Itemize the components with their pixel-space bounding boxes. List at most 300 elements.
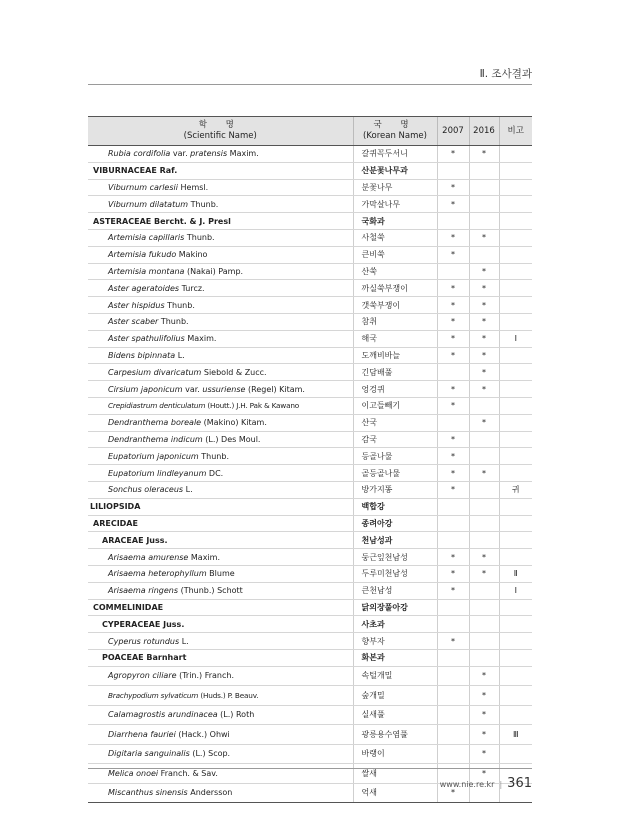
taxon-authority: (Thunb.) Schott	[178, 586, 243, 596]
scientific-name-cell	[88, 146, 353, 163]
scientific-name-cell	[88, 705, 353, 725]
taxon-epithet: Cirsium japonicum	[108, 384, 183, 394]
korean-name-cell: 큰비쑥	[353, 246, 437, 263]
record-2007-cell	[437, 725, 469, 745]
header-divider	[88, 84, 532, 85]
taxon-authority: var.	[182, 384, 203, 394]
note-cell	[499, 229, 532, 246]
scientific-name-cell	[88, 196, 353, 213]
note-cell	[499, 465, 532, 482]
taxon-epithet: Crepidiastrum denticulatum	[108, 401, 206, 411]
record-2007-cell	[437, 744, 469, 764]
taxon-authority: Thunb.	[198, 451, 229, 461]
scientific-name-cell	[88, 448, 353, 465]
record-2007-cell: *	[437, 465, 469, 482]
taxon-epithet: Aster spathulifolius	[108, 334, 185, 344]
scientific-name-cell	[88, 381, 353, 398]
korean-name-cell: 실새풀	[353, 705, 437, 725]
korean-name-cell: 방가지똥	[353, 481, 437, 498]
note-cell	[499, 179, 532, 196]
taxon-authority: Blume	[206, 569, 235, 579]
record-2016-cell: *	[469, 263, 499, 280]
header-2016: 2016	[469, 117, 499, 146]
korean-name-cell: 긴담배풀	[353, 364, 437, 381]
species-table	[88, 116, 532, 803]
taxon-group-row	[88, 213, 532, 230]
record-2016-cell: *	[469, 686, 499, 706]
record-2016-cell	[469, 162, 499, 179]
note-cell	[499, 498, 532, 515]
taxon-authority: (Makino) Kitam.	[201, 418, 267, 428]
taxon-epithet: Artemisia fukudo	[108, 250, 177, 260]
note-cell	[499, 532, 532, 549]
record-2007-cell: *	[437, 347, 469, 364]
taxon-epithet: Eupatorium lindleyanum	[108, 468, 207, 478]
species-row	[88, 397, 532, 414]
korean-name-cell: 천남성과	[353, 532, 437, 549]
record-2007-cell	[437, 364, 469, 381]
species-row	[88, 313, 532, 330]
taxon-epithet: Bidens bipinnata	[108, 350, 176, 360]
note-cell	[499, 162, 532, 179]
record-2007-cell: *	[437, 549, 469, 566]
scientific-name-cell	[88, 280, 353, 297]
taxon-authority: (Nakai) Pamp.	[184, 266, 244, 276]
record-2007-cell	[437, 263, 469, 280]
species-row	[88, 448, 532, 465]
taxon-authority: L.	[175, 350, 185, 360]
scientific-name-cell	[88, 498, 353, 515]
taxon-epithet: Artemisia capillaris	[108, 233, 185, 243]
footer-site: www.nie.re.kr	[439, 780, 495, 789]
scientific-name-cell	[88, 686, 353, 706]
record-2007-cell: *	[437, 146, 469, 163]
species-row	[88, 381, 532, 398]
korean-name-cell: 분꽃나무	[353, 179, 437, 196]
record-2016-cell: *	[469, 364, 499, 381]
note-cell	[499, 347, 532, 364]
record-2016-cell	[469, 599, 499, 616]
scientific-name-cell	[88, 364, 353, 381]
taxon-epithet: Melica onoei	[108, 768, 159, 778]
species-row	[88, 297, 532, 314]
note-cell	[499, 686, 532, 706]
taxon-authority: L.	[179, 636, 189, 646]
record-2007-cell	[437, 515, 469, 532]
record-2007-cell	[437, 705, 469, 725]
korean-name-cell: 이고들빼기	[353, 397, 437, 414]
note-cell	[499, 744, 532, 764]
record-2007-cell	[437, 213, 469, 230]
scientific-name-cell	[88, 465, 353, 482]
note-cell	[499, 549, 532, 566]
record-2016-cell: *	[469, 313, 499, 330]
taxon-authority: CYPERACEAE Juss.	[102, 619, 185, 629]
taxon-authority: COMMELINIDAE	[93, 602, 164, 612]
scientific-name-cell	[88, 565, 353, 582]
korean-name-cell: 골등골나물	[353, 465, 437, 482]
taxon-authority: (L.) Roth	[217, 710, 255, 720]
scientific-name-cell	[88, 582, 353, 599]
species-row	[88, 744, 532, 764]
taxon-authority: (Trin.) Franch.	[176, 671, 234, 681]
record-2016-cell: *	[469, 764, 499, 784]
note-cell: Ⅲ	[499, 725, 532, 745]
korean-name-cell: 억새	[353, 783, 437, 803]
taxon-group-row	[88, 616, 532, 633]
scientific-name-cell	[88, 397, 353, 414]
taxon-authority: Maxim.	[184, 334, 217, 344]
korean-name-cell: 산분꽃나무과	[353, 162, 437, 179]
korean-name-cell: 해국	[353, 330, 437, 347]
korean-name-cell: 갯쑥부쟁이	[353, 297, 437, 314]
note-cell	[499, 448, 532, 465]
taxon-authority: ASTERACEAE Bercht. & J. Presl	[93, 216, 231, 226]
taxon-authority: L.	[183, 485, 193, 495]
scientific-name-cell	[88, 330, 353, 347]
scientific-name-cell	[88, 599, 353, 616]
scientific-name-cell	[88, 213, 353, 230]
header-korean-name-en: (Korean Name)	[363, 131, 427, 141]
taxon-epithet: Miscanthus sinensis	[108, 788, 188, 798]
note-cell	[499, 599, 532, 616]
taxon-authority: Thunb.	[188, 199, 219, 209]
scientific-name-cell	[88, 515, 353, 532]
note-cell	[499, 649, 532, 666]
taxon-epithet: Dendranthema indicum	[108, 434, 203, 444]
note-cell	[499, 633, 532, 650]
korean-name-cell: 둥근잎천남성	[353, 549, 437, 566]
record-2016-cell: *	[469, 381, 499, 398]
taxon-authority: var.	[170, 149, 191, 159]
species-row	[88, 431, 532, 448]
record-2016-cell: *	[469, 705, 499, 725]
scientific-name-cell	[88, 481, 353, 498]
scientific-name-cell	[88, 649, 353, 666]
korean-name-cell: 도깨비바늘	[353, 347, 437, 364]
korean-name-cell: 감국	[353, 431, 437, 448]
record-2016-cell	[469, 649, 499, 666]
taxon-epithet: Viburnum dilatatum	[108, 199, 189, 209]
record-2007-cell: *	[437, 246, 469, 263]
taxon-group-row	[88, 498, 532, 515]
record-2007-cell	[437, 498, 469, 515]
record-2007-cell	[437, 599, 469, 616]
korean-name-cell: 쌀새	[353, 764, 437, 784]
scientific-name-cell	[88, 229, 353, 246]
page-footer	[440, 776, 532, 791]
taxon-epithet: Arisaema heterophyllum	[108, 569, 207, 579]
taxon-authority: Thunb.	[184, 233, 215, 243]
scientific-name-cell	[88, 179, 353, 196]
scientific-name-cell	[88, 347, 353, 364]
taxon-authority: Thunb.	[158, 317, 189, 327]
record-2016-cell	[469, 582, 499, 599]
species-row	[88, 465, 532, 482]
record-2007-cell: *	[437, 196, 469, 213]
korean-name-cell: 사초과	[353, 616, 437, 633]
record-2016-cell: *	[469, 565, 499, 582]
taxon-epithet: Dendranthema boreale	[108, 418, 202, 428]
species-row	[88, 705, 532, 725]
note-cell: Ⅰ	[499, 330, 532, 347]
record-2016-cell	[469, 481, 499, 498]
record-2016-cell: *	[469, 465, 499, 482]
species-row	[88, 686, 532, 706]
korean-name-cell: 향부자	[353, 633, 437, 650]
record-2007-cell: *	[437, 565, 469, 582]
korean-name-cell: 까실쑥부쟁이	[353, 280, 437, 297]
record-2007-cell: *	[437, 179, 469, 196]
record-2007-cell: *	[437, 633, 469, 650]
korean-name-cell: 가막살나무	[353, 196, 437, 213]
note-cell	[499, 196, 532, 213]
korean-name-cell: 광릉용수염풀	[353, 725, 437, 745]
species-row	[88, 179, 532, 196]
note-cell	[499, 431, 532, 448]
species-row	[88, 229, 532, 246]
record-2007-cell: *	[437, 582, 469, 599]
note-cell	[499, 705, 532, 725]
note-cell	[499, 313, 532, 330]
table-header-row	[88, 117, 532, 146]
record-2016-cell: *	[469, 280, 499, 297]
taxon-group-row	[88, 515, 532, 532]
taxon-authority: Andersson	[187, 788, 233, 798]
scientific-name-cell	[88, 414, 353, 431]
taxon-epithet: Aster hispidus	[108, 300, 165, 310]
note-cell	[499, 666, 532, 686]
taxon-epithet: Arisaema ringens	[108, 586, 179, 596]
note-cell	[499, 397, 532, 414]
taxon-group-row	[88, 532, 532, 549]
taxon-group-row	[88, 649, 532, 666]
korean-name-cell: 참취	[353, 313, 437, 330]
taxon-authority: Siebold & Zucc.	[201, 367, 267, 377]
record-2016-cell	[469, 532, 499, 549]
taxon-epithet: Brachypodium sylvaticum	[108, 690, 199, 700]
note-cell	[499, 213, 532, 230]
scientific-name-cell	[88, 162, 353, 179]
taxon-epithet: pratensis	[190, 149, 228, 159]
record-2016-cell: *	[469, 666, 499, 686]
scientific-name-cell	[88, 263, 353, 280]
species-row	[88, 146, 532, 163]
record-2007-cell	[437, 616, 469, 633]
taxon-epithet: Eupatorium japonicum	[108, 451, 199, 461]
species-row	[88, 582, 532, 599]
korean-name-cell: 종려아강	[353, 515, 437, 532]
korean-name-cell: 엉겅퀴	[353, 381, 437, 398]
record-2016-cell	[469, 498, 499, 515]
korean-name-cell: 두루미천남성	[353, 565, 437, 582]
note-cell: Ⅰ	[499, 582, 532, 599]
record-2016-cell: *	[469, 146, 499, 163]
korean-name-cell: 화본과	[353, 649, 437, 666]
header-korean-name-ko: 국 명	[373, 120, 417, 131]
header-scientific-name-ko: 학 명	[198, 120, 242, 131]
species-row	[88, 414, 532, 431]
note-cell: Ⅱ	[499, 565, 532, 582]
korean-name-cell: 닭의장풀아강	[353, 599, 437, 616]
note-cell	[499, 364, 532, 381]
scientific-name-cell	[88, 783, 353, 803]
note-cell: 귀	[499, 481, 532, 498]
scientific-name-cell	[88, 532, 353, 549]
taxon-authority: (Huds.) P. Beauv.	[198, 690, 259, 700]
taxon-epithet: Carpesium divaricatum	[108, 367, 202, 377]
record-2007-cell	[437, 532, 469, 549]
record-2007-cell	[437, 649, 469, 666]
record-2016-cell: *	[469, 229, 499, 246]
record-2007-cell	[437, 686, 469, 706]
species-row	[88, 481, 532, 498]
taxon-authority: POACEAE Barnhart	[102, 653, 187, 663]
species-row	[88, 666, 532, 686]
note-cell	[499, 280, 532, 297]
taxon-authority: (Houtt.) J.H. Pak & Kawano	[205, 401, 300, 411]
taxon-authority: Thunb.	[164, 300, 195, 310]
scientific-name-cell	[88, 297, 353, 314]
scientific-name-cell	[88, 764, 353, 784]
footer-separator: |	[499, 780, 503, 789]
note-cell	[499, 381, 532, 398]
header-2007: 2007	[437, 117, 469, 146]
record-2016-cell	[469, 397, 499, 414]
taxon-authority: (Regel) Kitam.	[245, 384, 305, 394]
record-2016-cell: *	[469, 347, 499, 364]
taxon-epithet: Diarrhena fauriei	[108, 729, 176, 739]
record-2016-cell	[469, 431, 499, 448]
scientific-name-cell	[88, 744, 353, 764]
taxon-epithet: Cyperus rotundus	[108, 636, 180, 646]
header-note: 비고	[499, 117, 532, 146]
taxon-epithet: Digitaria sanguinalis	[108, 749, 190, 759]
scientific-name-cell	[88, 246, 353, 263]
korean-name-cell: 등골나물	[353, 448, 437, 465]
taxon-authority: DC.	[206, 468, 224, 478]
taxon-epithet: Calamagrostis arundinacea	[108, 710, 218, 720]
record-2007-cell: *	[437, 280, 469, 297]
taxon-group-row	[88, 162, 532, 179]
korean-name-cell: 큰천남성	[353, 582, 437, 599]
record-2016-cell: *	[469, 330, 499, 347]
taxon-authority: (L.) Scop.	[189, 749, 231, 759]
korean-name-cell: 국화과	[353, 213, 437, 230]
scientific-name-cell	[88, 725, 353, 745]
taxon-authority: LILIOPSIDA	[90, 502, 141, 512]
record-2016-cell: *	[469, 744, 499, 764]
taxon-authority: Franch. & Sav.	[158, 768, 218, 778]
taxon-authority: (L.) Des Moul.	[202, 434, 261, 444]
record-2007-cell: *	[437, 330, 469, 347]
scientific-name-cell	[88, 313, 353, 330]
taxon-epithet: Agropyron ciliare	[108, 671, 177, 681]
species-row	[88, 330, 532, 347]
record-2007-cell: *	[437, 397, 469, 414]
taxon-authority: VIBURNACEAE Raf.	[93, 166, 178, 176]
scientific-name-cell	[88, 666, 353, 686]
record-2016-cell: *	[469, 725, 499, 745]
note-cell	[499, 263, 532, 280]
record-2016-cell	[469, 213, 499, 230]
record-2016-cell	[469, 448, 499, 465]
record-2007-cell	[437, 162, 469, 179]
taxon-authority: Hemsl.	[177, 182, 209, 192]
taxon-epithet: Aster ageratoides	[108, 283, 180, 293]
record-2016-cell: *	[469, 549, 499, 566]
species-row	[88, 347, 532, 364]
korean-name-cell: 갈퀴꼭두서니	[353, 146, 437, 163]
taxon-epithet: Arisaema amurense	[108, 552, 189, 562]
korean-name-cell: 산쑥	[353, 263, 437, 280]
species-row	[88, 263, 532, 280]
taxon-authority: Maxim.	[188, 552, 220, 562]
korean-name-cell: 산국	[353, 414, 437, 431]
record-2016-cell	[469, 633, 499, 650]
korean-name-cell: 사철쑥	[353, 229, 437, 246]
scientific-name-cell	[88, 549, 353, 566]
record-2007-cell: *	[437, 381, 469, 398]
taxon-epithet: Aster scaber	[108, 317, 159, 327]
taxon-authority: Maxim.	[227, 149, 259, 159]
species-row	[88, 364, 532, 381]
record-2016-cell	[469, 616, 499, 633]
record-2007-cell	[437, 666, 469, 686]
note-cell	[499, 146, 532, 163]
record-2016-cell: *	[469, 414, 499, 431]
record-2016-cell	[469, 515, 499, 532]
header-scientific-name-en: (Scientific Name)	[183, 131, 257, 141]
species-row	[88, 549, 532, 566]
page-number: 361	[507, 776, 532, 791]
species-row	[88, 280, 532, 297]
korean-name-cell: 숲개밀	[353, 686, 437, 706]
taxon-authority: Makino	[176, 250, 208, 260]
section-title: Ⅱ. 조사결과	[479, 68, 532, 80]
note-cell	[499, 246, 532, 263]
record-2016-cell	[469, 196, 499, 213]
taxon-authority: (Hack.) Ohwi	[175, 729, 230, 739]
header-korean-name	[353, 117, 437, 146]
korean-name-cell: 백합강	[353, 498, 437, 515]
record-2016-cell	[469, 179, 499, 196]
record-2016-cell: *	[469, 297, 499, 314]
korean-name-cell: 바랭이	[353, 744, 437, 764]
record-2007-cell: *	[437, 481, 469, 498]
scientific-name-cell	[88, 633, 353, 650]
note-cell	[499, 414, 532, 431]
taxon-epithet: Rubia cordifolia	[108, 149, 171, 159]
species-row	[88, 633, 532, 650]
record-2007-cell: *	[437, 431, 469, 448]
note-cell	[499, 297, 532, 314]
scientific-name-cell	[88, 431, 353, 448]
species-row	[88, 725, 532, 745]
species-row	[88, 565, 532, 582]
taxon-authority: Turcz.	[179, 283, 205, 293]
record-2007-cell	[437, 414, 469, 431]
table-body	[88, 146, 532, 803]
record-2007-cell: *	[437, 297, 469, 314]
taxon-authority: ARECIDAE	[93, 518, 138, 528]
header-scientific-name	[88, 117, 353, 146]
record-2007-cell: *	[437, 448, 469, 465]
record-2007-cell: *	[437, 313, 469, 330]
record-2007-cell: *	[437, 229, 469, 246]
scientific-name-cell	[88, 616, 353, 633]
taxon-epithet: Artemisia montana	[108, 266, 185, 276]
